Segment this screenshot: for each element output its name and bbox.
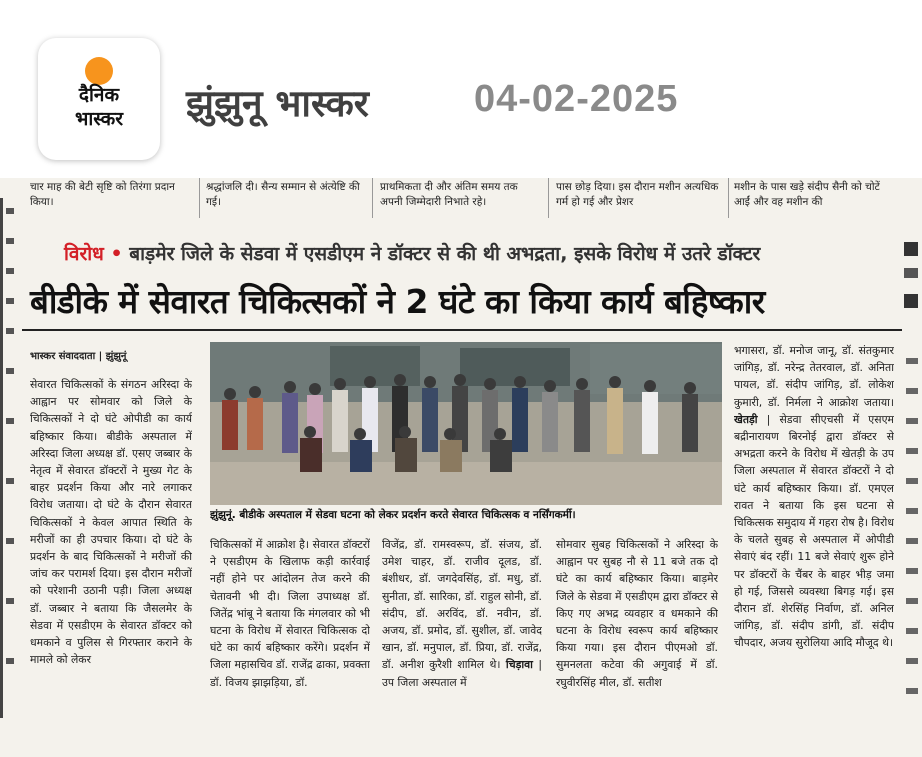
strip-col-4: पास छोड़ दिया। इस दौरान मशीन अत्यधिक गर्म हो गई और प्रेशर <box>556 181 719 208</box>
khetri-dateline: खेतड़ी <box>734 412 758 426</box>
strip-col-2: श्रद्धांजलि दी। सैन्य सम्मान से अंत्येष्टि की गई। <box>206 181 360 208</box>
left-edge-column <box>0 178 18 718</box>
edition-date: 04-02-2025 <box>474 78 679 120</box>
column-divider <box>199 178 200 218</box>
protest-photo-illustration <box>210 342 722 505</box>
column-5-top: भगासरा, डॉ. मनोज जानू, डॉ. संतकुमार जांगिड़, डॉ. नरेन्द्र तेतरवाल, डॉ. अनिता पायल, डॉ. संदीप जांगिड़, डॉ. लोकेश कुमारी, डॉ. निर्मला ने आक्रोश जताया। <box>734 344 894 409</box>
kicker <box>64 240 760 266</box>
byline: भास्कर संवाददाता | झुंझुनूं <box>30 351 127 362</box>
logo-line-1: दैनिक <box>78 84 120 106</box>
right-edge-column <box>902 238 922 738</box>
chidawa-dateline: चिड़ावा <box>505 658 533 672</box>
logo-line-2: भास्कर <box>74 108 124 130</box>
previous-article-strip <box>0 178 922 220</box>
sun-icon <box>85 57 113 85</box>
article-column-3 <box>382 536 542 726</box>
strip-col-5: मशीन के पास खड़े संदीप सैनी को चोटें आईं और वह मशीन की <box>734 181 880 208</box>
kicker-text: बाड़मेर जिले के सेडवा में एसडीएम ने डॉक्टर से की थी अभद्रता, इसके विरोध में उतरे डॉक्टर <box>129 243 761 265</box>
column-5-rest: | सेडवा सीएचसी में एसएम बद्रीनारायण बिरनोई द्वारा डॉक्टर से अभद्रता करने के विरोध में खेतड़ी के उप जिला अस्पताल में सेवारत डॉक्टरों ने दो घंटे कार्य बहिष्कार किया। डॉ. एमएल रावत ने बताया कि इस घटना से चिकित्सक समुदाय में गहरा रोष है। विरोध के चलते सुबह से अस्पताल में ओपीडी सेवाएं बंद रहीं। 11 बजे सेवाएं शुरू होने पर डॉक्टरों के चैंबर के बाहर भीड़ जमा हो गई, जिससे व्यवस्था बिगड़ गई। इस दौरान डॉ. शेरसिंह निर्वाण, डॉ. अनिल जांगिड़, डॉ. संदीप डांगी, डॉ. संदीप चौपदार, अजय सुरोलिया आदि मौजूद थे। <box>734 412 894 650</box>
photo-caption: झुंझुनूं. बीडीके अस्पताल में सेडवा घटना को लेकर प्रदर्शन करते सेवारत चिकित्सक व नर्सिंगकर्मी। <box>210 509 576 521</box>
column-3-text: विजेंद्र, डॉ. रामस्वरूप, डॉ. संजय, डॉ. उमेश चाहर, डॉ. राजीव दूलड, डॉ. बंशीधर, डॉ. जगदेवसिंह, डॉ. मधु, डॉ. सुनीता, डॉ. सारिका, डॉ. राहुल सोनी, डॉ. संदीप, डॉ. अरविंद, डॉ. नवीन, डॉ. अजय, डॉ. प्रमोद, डॉ. सुशील, डॉ. जावेद खान, डॉ. मनुपाल, डॉ. प्रिया, डॉ. राजेंद्र, डॉ. अनीश कुरैशी शामिल थे। <box>382 538 542 672</box>
right-edge-fragments <box>902 238 922 738</box>
article-headline: बीडीके में सेवारत चिकित्सकों ने 2 घंटे का किया कार्य बहिष्कार <box>30 282 765 321</box>
strip-col-3: प्राथमिकता दी और अंतिम समय तक अपनी जिम्मेदारी निभाते रहे। <box>380 181 518 208</box>
column-divider <box>548 178 549 218</box>
column-divider <box>728 178 729 218</box>
left-edge-fragments <box>0 178 18 718</box>
dainik-bhaskar-logo[interactable] <box>38 38 160 160</box>
article-column-1: सेवारत चिकित्सकों के संगठन अरिस्दा के आह्वान पर सोमवार को जिले के चिकित्सकों ने दो घंटे ओपीडी का कार्य बहिष्कार किया। बीडीके अस्पताल में अरिस्दा जिला अध्यक्ष डॉ. एसए जब्बार के नेतृत्व में सेवारत डॉक्टरों ने मुख्य गेट के बाहर प्रदर्शन किया और नारे लगाकर विरोध जताया। दो घंटे के दौरान सेवारत चिकित्सकों ने केवल आपात स्थिति के मरीजों का ही उपचार किया। दो घंटे के प्रदर्शन के बाद चिकित्सकों ने मरीजों की जांच कर परामर्श दिया। इस दौरान मरीजों को परेशानी उठानी पड़ी। जिला अध्यक्ष डॉ. जब्बार ने बताया कि जैसलमेर के सेडवा में एसडीएम के सेवारत डॉक्टर को धमकाने व पुलिस से गिरफ्तार कराने के मामले को लेकर <box>30 378 192 667</box>
article-column-4: सोमवार सुबह चिकित्सकों ने अरिस्दा के आह्वान पर सुबह नौ से 11 बजे तक दो घंटे का कार्य बहिष्कार किया। बाड़मेर जिले के सेडवा में एसडीएम द्वारा डॉक्टर से किए गए अभद्र व्यवहार व धमकाने की घटना के विरोध स्वरूप कार्य बहिष्कार किया गया। इस दौरान पीएमओ डॉ. सुमनलता कटेवा की अगुवाई में डॉ. रघुवीरसिंह मील, डॉ. सतीश <box>556 538 718 689</box>
strip-col-1: चार माह की बेटी सृष्टि को तिरंगा प्रदान किया। <box>30 181 175 208</box>
edition-name: झुंझुनू भास्कर <box>186 82 369 125</box>
article-column-5 <box>734 342 894 726</box>
bullet-icon: • <box>110 243 123 265</box>
article-column-2: चिकित्सकों में आक्रोश है। सेवारत डॉक्टरों ने एसडीएम के खिलाफ कड़ी कार्रवाई नहीं होने पर आंदोलन तेज करने की चेतावनी भी दी। जिला उपाध्यक्ष डॉ. जितेंद्र भांबू ने बताया कि मंगलवार को भी घटना के विरोध में सेवारत चिकित्सक दो घंटे का कार्य बहिष्कार करेंगे। प्रदर्शन में जिला महासचिव डॉ. राजेंद्र ढाका, प्रवक्ता डॉ. विजय झाझड़िया, डॉ. <box>210 538 370 689</box>
protest-photo <box>210 342 722 505</box>
column-3-tail: | उप जिला अस्पताल में <box>382 658 542 689</box>
header <box>0 0 922 172</box>
newspaper-clipping <box>0 178 922 757</box>
column-divider <box>372 178 373 218</box>
headline-rule <box>22 329 902 331</box>
kicker-word: विरोध <box>64 243 104 265</box>
